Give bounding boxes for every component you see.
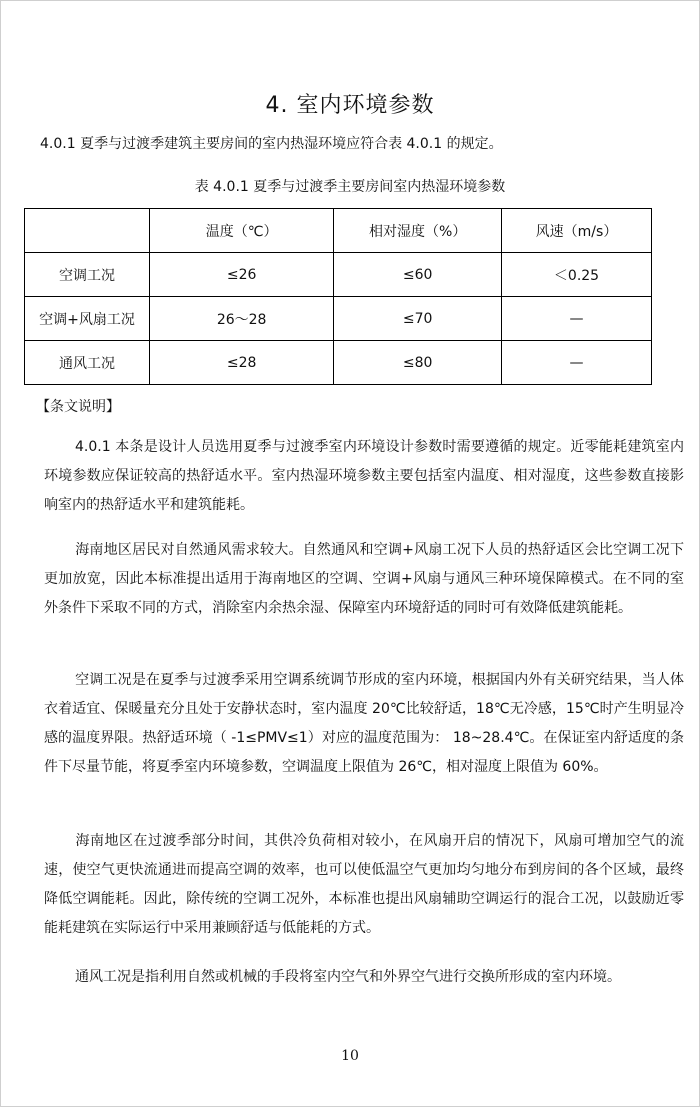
clause-text: 4.0.1 夏季与过渡季建筑主要房间的室内热湿环境应符合表 4.0.1 的规定。 (40, 136, 503, 152)
table-header-cell: 风速（m/s） (502, 209, 652, 253)
table-cell: 空调工况 (25, 253, 150, 297)
table-cell: ≤60 (334, 253, 502, 297)
table-cell: ≤28 (149, 341, 333, 385)
paragraph-text: 4.0.1 本条是设计人员选用夏季与过渡季室内环境设计参数时需要遵循的规定。近零能耗建筑室内环境参数应保证较高的热舒适水平。室内热湿环境参数主要包括室内温度、相对湿度，这些参数直接影响室内的热舒适水平和建筑能耗。 (44, 439, 684, 513)
table-row (25, 341, 652, 385)
table-cell: ≤26 (149, 253, 333, 297)
table-row (25, 253, 652, 297)
table-cell: 通风工况 (25, 341, 150, 385)
table-row (25, 297, 652, 341)
paragraph-text: 海南地区居民对自然通风需求较大。自然通风和空调+风扇工况下人员的热舒适区会比空调工况下更加放宽，因此本标准提出适用于海南地区的空调、空调+风扇与通风三种环境保障模式。在不同的室外条件下采取不同的方式，消除室内余热余湿、保障室内环境舒适的同时可有效降低建筑能耗。 (44, 542, 684, 616)
table-cell: ≤80 (334, 341, 502, 385)
table-header-cell: 温度（℃） (149, 209, 333, 253)
paragraph (44, 827, 684, 943)
table-cell: — (502, 297, 652, 341)
table-cell: ＜0.25 (502, 253, 652, 297)
clause-explanation-label: 【条文说明】 (36, 399, 120, 415)
paragraph (44, 963, 684, 992)
table-caption: 表 4.0.1 夏季与过渡季主要房间室内热湿环境参数 (194, 179, 506, 195)
parameters-table (24, 208, 652, 385)
table-header-cell (25, 209, 150, 253)
table-cell: — (502, 341, 652, 385)
section-title: 4. 室内环境参数 (265, 93, 435, 118)
table-cell: 26～28 (149, 297, 333, 341)
table-cell: ≤70 (334, 297, 502, 341)
table-cell: 空调+风扇工况 (25, 297, 150, 341)
paragraph (44, 666, 684, 782)
paragraph-text: 通风工况是指利用自然或机械的手段将室内空气和外界空气进行交换所形成的室内环境。 (75, 969, 621, 985)
paragraph-text: 海南地区在过渡季部分时间，其供冷负荷相对较小，在风扇开启的情况下，风扇可增加空气的流速，使空气更快流通进而提高空调的效率，也可以使低温空气更加均匀地分布到房间的各个区域，最终降低空调能耗。因此，除传统的空调工况外，本标准也提出风扇辅助空调运行的混合工况，以鼓励近零能耗建筑在实际运行中采用兼顾舒适与低能耗的方式。 (44, 833, 684, 936)
table-header-row (25, 209, 652, 253)
page-number: 10 (341, 1048, 359, 1064)
paragraph (44, 433, 684, 520)
table-header-cell: 相对湿度（%） (334, 209, 502, 253)
paragraph-text: 空调工况是在夏季与过渡季采用空调系统调节形成的室内环境，根据国内外有关研究结果，当人体衣着适宜、保暖量充分且处于安静状态时，室内温度 20℃比较舒适，18℃无冷感，15℃时产生明显冷感的温度界限。热舒适环境（ -1≤PMV≤1）对应的温度范围为： 18~28.4℃。在保证室内舒适度的条件下尽量节能，将夏季室内环境参数，空调温度上限值为 26℃，相对湿度上限值为 60%。 (44, 672, 684, 775)
paragraph (44, 536, 684, 623)
